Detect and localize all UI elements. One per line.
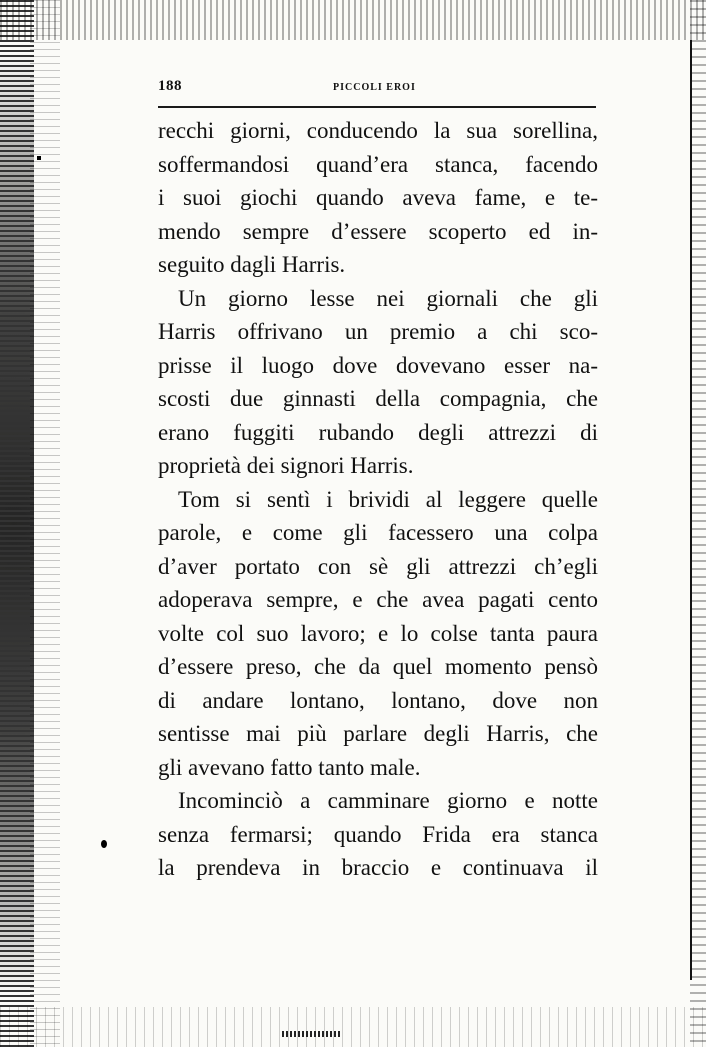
- running-head: PICCOLI EROI: [333, 82, 416, 93]
- margin-dot: [101, 840, 107, 848]
- text-line: senza fermarsi; quando Frida era stanca: [158, 821, 598, 847]
- text-line: Un giorno lesse nei giornali che gli: [178, 285, 598, 311]
- text-line: gli avevano fatto tanto male.: [158, 754, 421, 780]
- text-line: recchi giorni, conducendo la sua sorellina,: [158, 118, 598, 143]
- text-line: Tom si sentì i brividi al leggere quelle: [178, 486, 598, 512]
- text-line: soffermandosi quand’era stanca, facendo: [158, 151, 598, 177]
- text-line: sentisse mai più parlare degli Harris, che: [158, 721, 598, 746]
- paragraph: [158, 282, 598, 483]
- text-line: adoperava sempre, e che avea pagati cento: [158, 587, 598, 612]
- scan-edge-top: [0, 0, 706, 40]
- text-line: Harris offrivano un premio a chi sco-: [158, 319, 598, 344]
- text-line: volte col suo lavoro; e lo colse tanta paura: [158, 620, 598, 646]
- page-header: [158, 78, 598, 100]
- bottom-ornament: [282, 1031, 342, 1037]
- text-line: erano fuggiti rubando degli attrezzi di: [158, 419, 598, 445]
- text-line: parole, e come gli facessero una colpa: [158, 520, 598, 545]
- scan-edge-left-shadow: [30, 0, 60, 1047]
- text-line: Incominciò a camminare giorno e notte: [178, 788, 598, 813]
- text-line: d’essere preso, che da quel momento pensò: [158, 654, 598, 679]
- scan-edge-right: [690, 0, 706, 1047]
- text-line: scosti due ginnasti della compagnia, che: [158, 386, 598, 411]
- text-line: i suoi giochi quando aveva fame, e te-: [158, 185, 598, 210]
- text-line: d’aver portato con sè gli attrezzi ch’egli: [158, 553, 598, 579]
- ink-speck: [37, 156, 41, 160]
- scan-edge-bottom: [0, 1007, 706, 1047]
- paragraph: [158, 784, 598, 885]
- text-line: mendo sempre d’essere scoperto ed in-: [158, 218, 598, 244]
- paragraph: [158, 483, 598, 785]
- text-line: seguito dagli Harris.: [158, 252, 346, 277]
- page-number: 188: [158, 78, 182, 94]
- scan-edge-left: [0, 0, 34, 1047]
- text-line: prisse il luogo dove dovevano esser na-: [158, 352, 598, 378]
- paragraph: [158, 114, 598, 282]
- text-line: proprietà dei signori Harris.: [158, 453, 414, 478]
- scan-edge-right-line: [690, 40, 692, 980]
- body-text: [158, 114, 598, 885]
- header-rule: [158, 106, 596, 108]
- text-line: di andare lontano, lontano, dove non: [158, 687, 598, 713]
- text-line: la prendeva in braccio e continuava il: [158, 855, 598, 880]
